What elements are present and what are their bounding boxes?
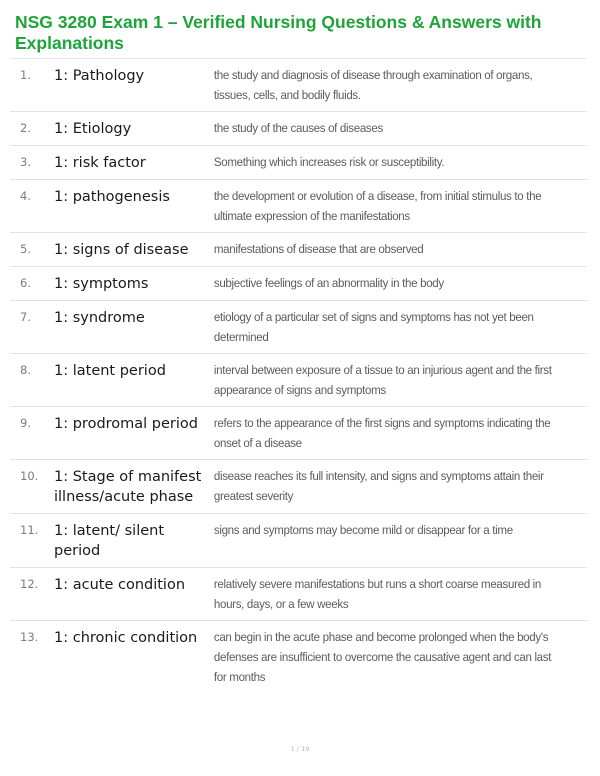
card-number: 7.: [20, 310, 31, 324]
card-term: 1: Pathology: [54, 68, 145, 84]
card-number: 5.: [20, 242, 31, 256]
flashcard-row: [10, 180, 587, 233]
card-term: 1: Etiology: [54, 121, 132, 137]
flashcard-row: [10, 112, 587, 146]
card-number: 9.: [20, 416, 31, 430]
flashcard-row: [10, 233, 587, 267]
card-definition: manifestations of disease that are observed: [213, 242, 424, 256]
card-term: 1: chronic condition: [54, 630, 198, 646]
flashcard-row: [10, 621, 587, 693]
card-definition: refers to the appearance of the first signs and symptoms indicating the onset of a disease: [213, 416, 551, 450]
flashcard-row: [10, 460, 587, 514]
card-term: 1: risk factor: [54, 155, 146, 171]
card-number: 12.: [20, 577, 39, 591]
card-term: 1: latent/ silent period: [54, 523, 165, 559]
card-term: 1: syndrome: [54, 310, 145, 326]
card-definition: disease reaches its full intensity, and signs and symptoms attain their greatest severity: [213, 469, 544, 503]
card-definition: the study and diagnosis of disease through examination of organs, tissues, cells, and bodily fluids.: [213, 68, 533, 102]
card-definition: signs and symptoms may become mild or disappear for a time: [213, 523, 513, 537]
card-definition: interval between exposure of a tissue to an injurious agent and the first appearance of signs and symptoms: [213, 363, 552, 397]
card-definition: the study of the causes of diseases: [213, 121, 383, 135]
card-number: 3.: [20, 155, 31, 169]
card-term: 1: Stage of manifest illness/acute phase: [54, 469, 202, 505]
card-term: 1: prodromal period: [54, 416, 198, 432]
document-title: NSG 3280 Exam 1 – Verified Nursing Questions & Answers with Explanations: [15, 12, 542, 53]
card-number: 8.: [20, 363, 31, 377]
card-term: 1: latent period: [54, 363, 166, 379]
card-number: 11.: [20, 523, 39, 537]
card-definition: Something which increases risk or susceptibility.: [213, 155, 445, 169]
card-number: 6.: [20, 276, 31, 290]
flashcard-row: [10, 301, 587, 354]
flashcard-row: [10, 146, 587, 180]
flashcard-row: [10, 59, 587, 112]
flashcard-row: [10, 354, 587, 407]
card-term: 1: pathogenesis: [54, 189, 170, 205]
card-term: 1: symptoms: [54, 276, 149, 292]
flashcard-row: [10, 514, 587, 568]
card-number: 4.: [20, 189, 31, 203]
flashcard-row: [10, 568, 587, 621]
flashcard-row: [10, 407, 587, 460]
card-definition: can begin in the acute phase and become prolonged when the body's defenses are insufficient to overcome the causative agent and can last for months: [213, 630, 552, 684]
card-definition: relatively severe manifestations but runs a short coarse measured in hours, days, or a few weeks: [213, 577, 542, 611]
card-term: 1: signs of disease: [54, 242, 189, 258]
card-definition: etiology of a particular set of signs and symptoms has not yet been determined: [213, 310, 534, 344]
card-number: 1.: [20, 68, 31, 82]
card-term: 1: acute condition: [54, 577, 186, 593]
card-number: 13.: [20, 630, 39, 644]
card-number: 10.: [20, 469, 39, 483]
card-definition: subjective feelings of an abnormality in the body: [213, 276, 444, 290]
page-number: 1 / 19: [290, 745, 310, 753]
card-definition: the development or evolution of a disease, from initial stimulus to the ultimate expression of the manifestations: [213, 189, 542, 223]
flashcard-list: [10, 58, 587, 693]
flashcard-row: [10, 267, 587, 301]
card-number: 2.: [20, 121, 31, 135]
